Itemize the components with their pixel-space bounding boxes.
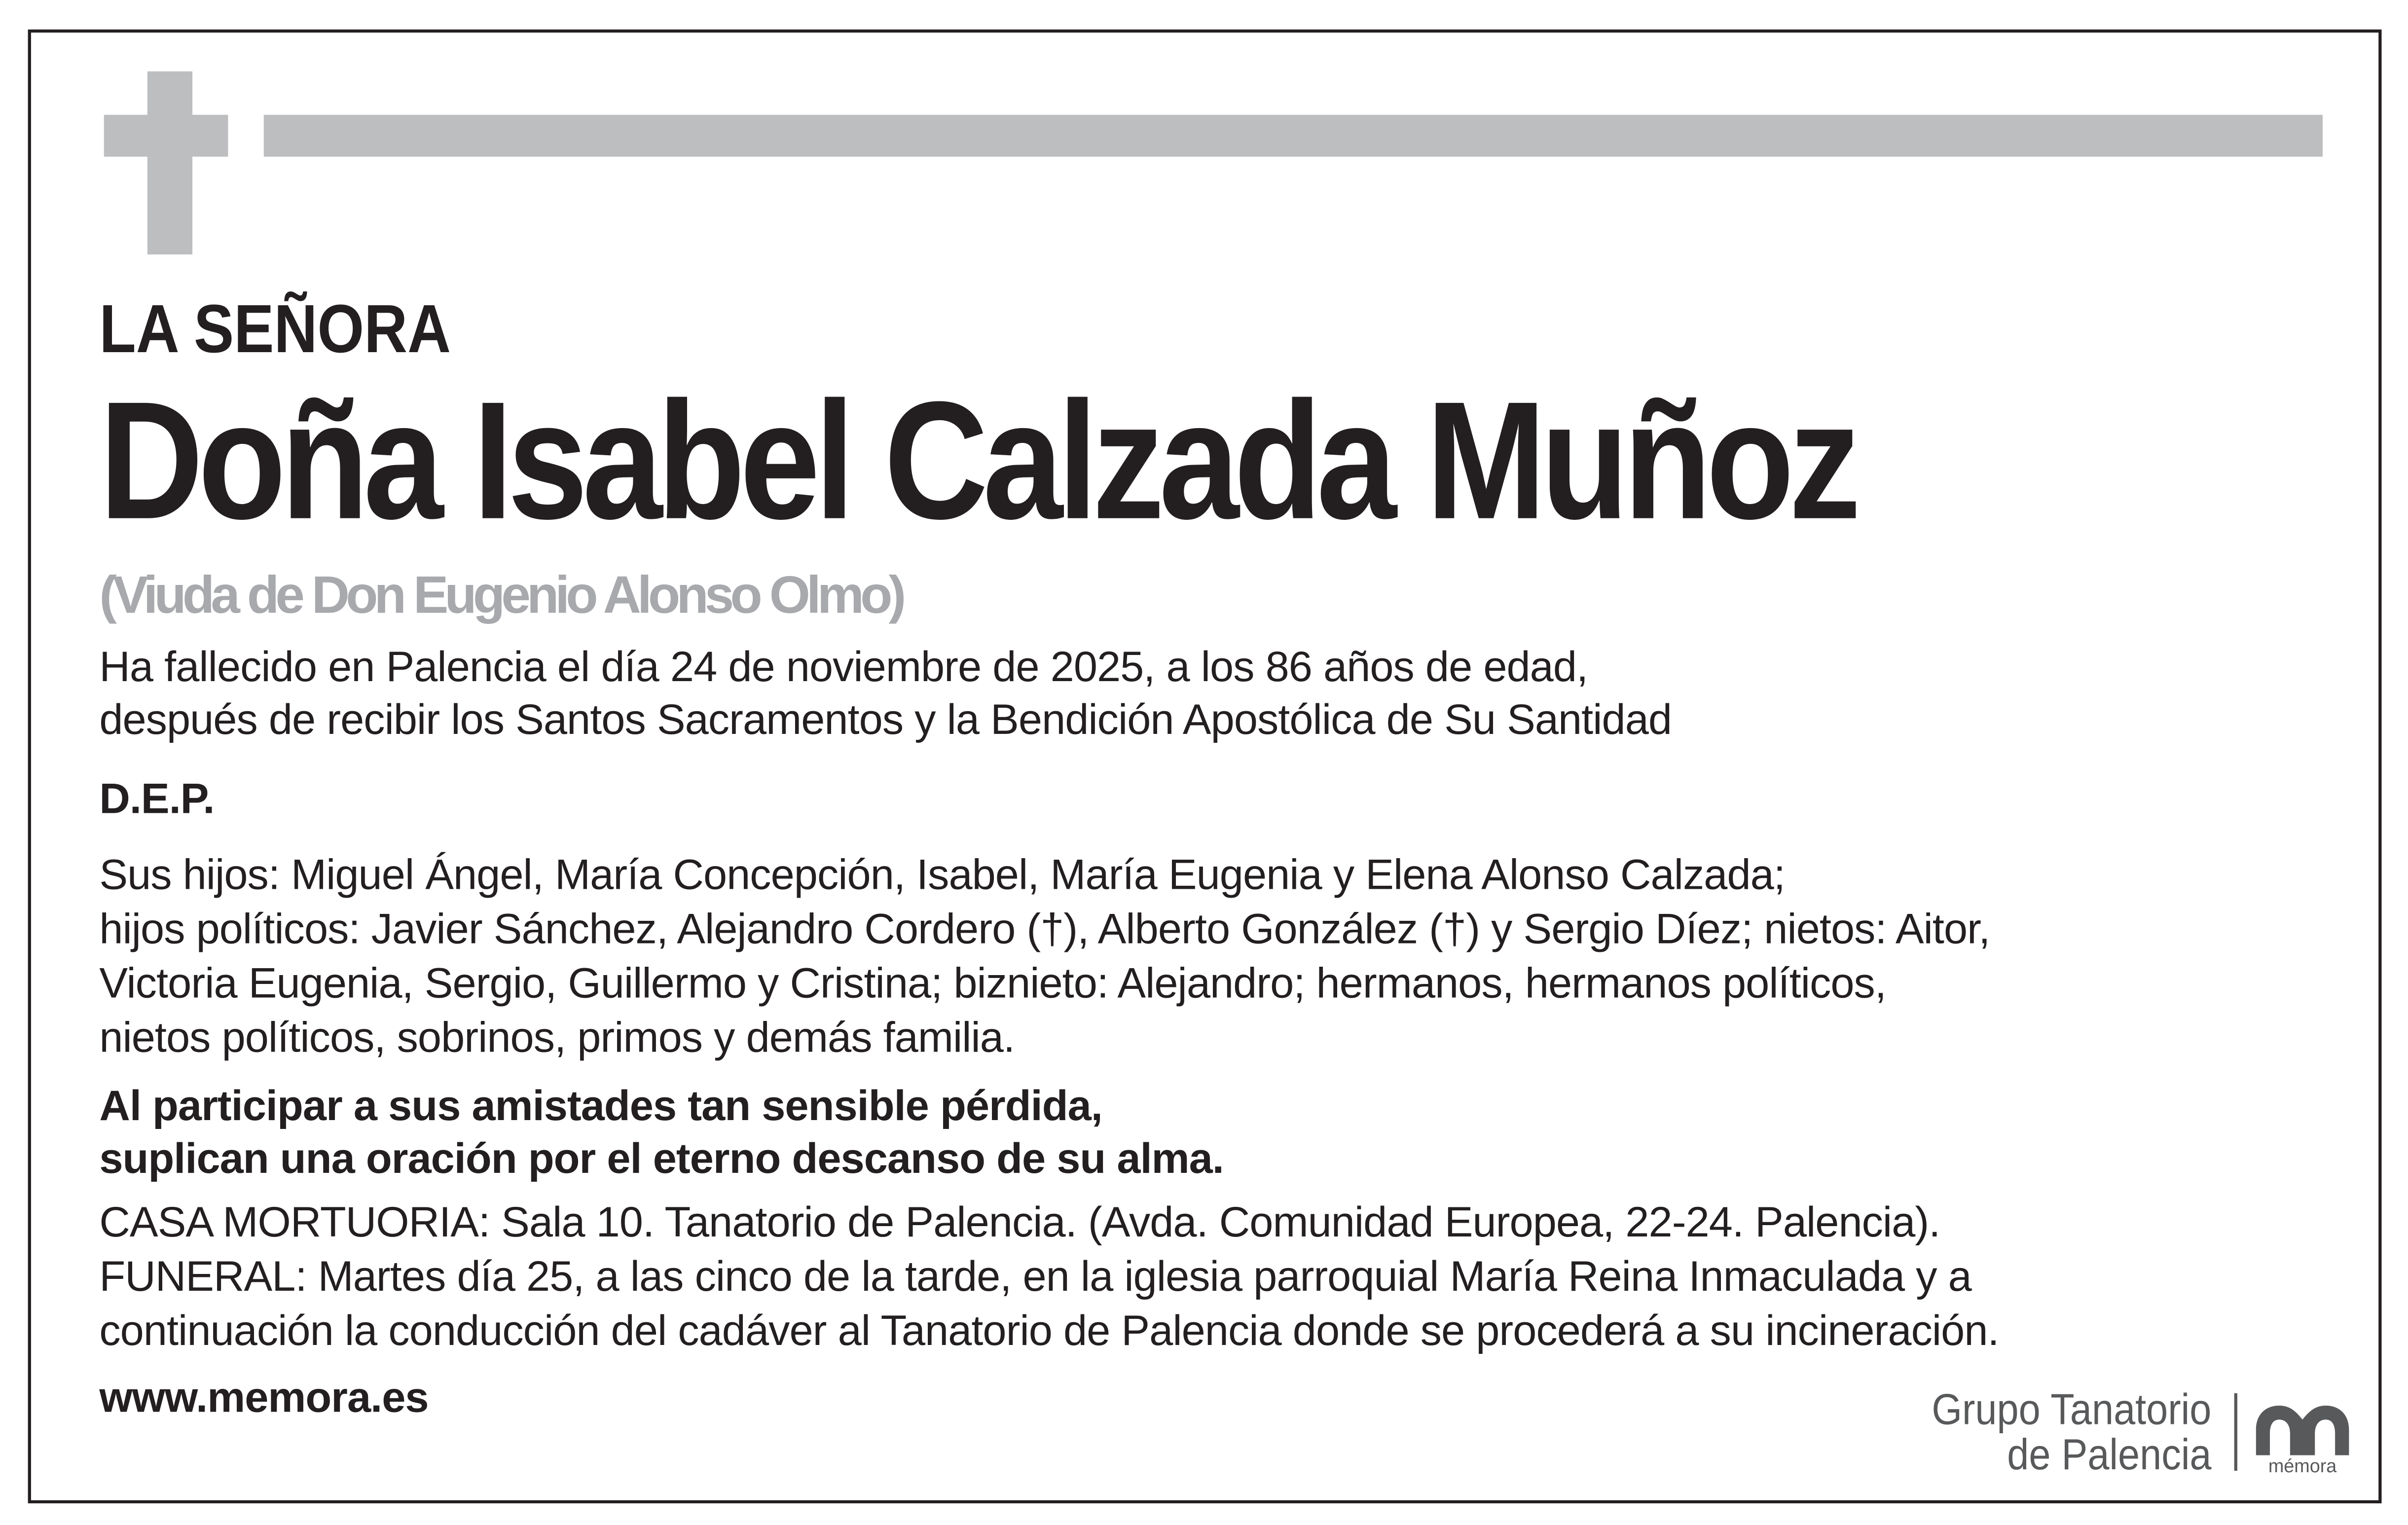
- arrangements-line: continuación la conducción del cadáver al Tanatorio de Palencia donde se procederá a su incineración.: [99, 1306, 1999, 1355]
- deceased-name: Doña Isabel Calzada Muñoz: [99, 366, 1856, 554]
- website-link[interactable]: www.memora.es: [99, 1373, 429, 1421]
- death-notice-line: después de recibir los Santos Sacramentos y la Bendición Apostólica de Su Santidad: [99, 695, 1672, 743]
- memora-m-icon: [2256, 1406, 2349, 1455]
- death-notice-line: Ha fallecido en Palencia el día 24 de noviembre de 2025, a los 86 años de edad,: [99, 642, 1588, 690]
- header-bar: [264, 115, 2323, 157]
- arrangements-line: FUNERAL: Martes día 25, a las cinco de la tarde, en la iglesia parroquial María Reina Inmaculada y a: [99, 1252, 1971, 1301]
- logo-divider: [2234, 1393, 2237, 1471]
- family-line: Victoria Eugenia, Sergio, Guillermo y Cristina; biznieto: Alejandro; hermanos, hermanos políticos,: [99, 958, 1886, 1007]
- request-line: Al participar a sus amistades tan sensible pérdida,: [99, 1081, 1102, 1129]
- request-line: suplican una oración por el eterno descanso de su alma.: [99, 1134, 1224, 1182]
- family-line: hijos políticos: Javier Sánchez, Alejandro Cordero (†), Alberto González (†) y Sergio Díez; nietos: Aitor,: [99, 904, 1990, 953]
- widow-of: (Viuda de Don Eugenio Alonso Olmo): [99, 566, 903, 625]
- rip: D.E.P.: [99, 774, 215, 823]
- arrangements-line: CASA MORTUORIA: Sala 10. Tanatorio de Palencia. (Avda. Comunidad Europea, 22-24. Palencia).: [99, 1198, 1940, 1246]
- family-line: nietos políticos, sobrinos, primos y demás familia.: [99, 1013, 1015, 1061]
- logo-line-1: Grupo Tanatorio: [1931, 1385, 2211, 1434]
- logo-line-2: de Palencia: [2007, 1430, 2211, 1479]
- family-line: Sus hijos: Miguel Ángel, María Concepción, Isabel, María Eugenia y Elena Alonso Calzada;: [99, 850, 1785, 899]
- honorific: LA SEÑORA: [99, 291, 451, 368]
- memora-brand: mémora: [2268, 1455, 2337, 1477]
